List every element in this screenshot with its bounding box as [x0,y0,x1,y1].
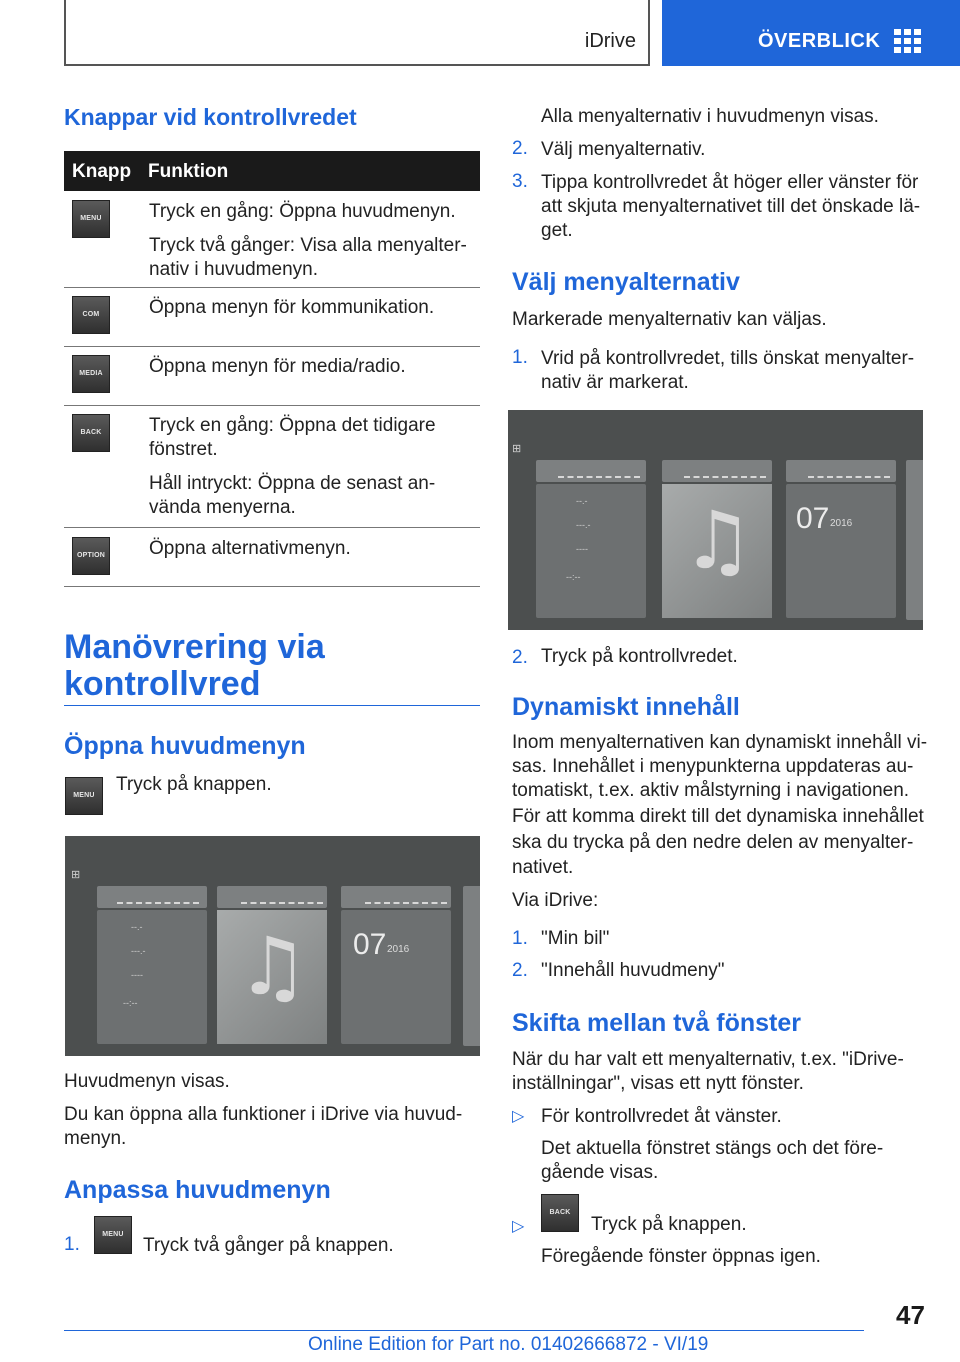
step-text: "Min bil" [541,928,610,949]
media-key-icon: MEDIA [72,355,110,393]
bullet-text: Det aktuella fönstret stängs och det före- [541,1138,884,1159]
step-text: Tryck på kontrollvredet. [541,646,738,667]
step-number: 2. [512,138,528,159]
paragraph: Alla menyalternativ i huvudmenyn visas. [541,106,879,127]
row-divider [64,346,480,347]
dash [365,902,447,904]
switch-heading: Skifta mellan två fönster [512,1009,801,1037]
step-number: 1. [512,347,528,368]
adapt-heading: Anpassa huvudmenyn [64,1176,331,1204]
dash [558,476,640,478]
row-divider [64,527,480,528]
step-text: att skjuta menyalternativet till det önskade lä- [541,196,921,217]
step-number: 3. [512,171,528,192]
paragraph: För att komma direkt till det dynamiska innehållet [512,806,924,827]
bullet-text: Tryck på knappen. [591,1214,747,1235]
col-func-header: Funktion [148,161,229,182]
menu-key-icon: MENU [72,200,110,238]
menu-key-icon: MENU [94,1216,132,1254]
paragraph: inställningar", visas ett nytt fönster. [512,1073,804,1094]
value-label: ---.- [576,520,591,530]
table-cell: Öppna alternativmenyn. [149,538,351,559]
back-key-icon: BACK [72,414,110,452]
option-key-icon: OPTION [72,537,110,575]
bullet-text: Föregående fönster öppnas igen. [541,1246,821,1267]
table-cell: Tryck en gång: Öppna det tidigare [149,415,436,436]
tile-mycar [536,484,646,618]
tile-next [463,886,480,1046]
step-text: Tryck två gånger på knappen. [143,1235,394,1256]
paragraph: nativet. [512,857,574,878]
step-number: 2. [512,960,528,981]
grid-icon [894,29,921,53]
media-tile [217,910,327,1044]
paragraph: När du har valt ett menyalternativ, t.ex. "iDrive- [512,1049,904,1070]
table-cell: Tryck en gång: Öppna huvudmenyn. [149,201,456,222]
step-number: 1. [64,1234,80,1255]
edition-text: Online Edition for Part no. 01402666872 - VI/19 [308,1334,709,1355]
dynamic-heading: Dynamiskt innehåll [512,693,740,721]
step-number: 1. [512,928,528,949]
calendar-day: 07 [796,502,830,535]
tile-header [97,886,207,908]
calendar-year: 2016 [387,944,410,955]
page-number: 47 [896,1300,925,1330]
table-cell: fönstret. [149,439,218,460]
table-header [64,151,480,191]
step-text: "Innehåll huvudmeny" [541,960,725,981]
bullet-icon: ▷ [512,1218,525,1235]
menu-icon: ⊞ [71,869,81,881]
paragraph: tomatiskt, t.ex. aktiv målstyrning i navigationen. [512,780,910,801]
step-text: get. [541,220,573,241]
open-text: Tryck på knappen. [116,774,272,795]
tile-header [662,460,772,482]
media-tile [662,484,772,618]
step-text: Tippa kontrollvredet åt höger eller vänster för [541,172,919,193]
value-label: --.- [131,922,143,932]
music-note-icon: ♫ [237,920,309,1013]
value-label: ---- [131,970,143,980]
row-divider [64,586,480,587]
step-number: 2. [512,647,528,668]
value-label: --:-- [123,998,138,1008]
row-divider [64,405,480,406]
paragraph: Du kan öppna alla funktioner i iDrive via huvud- [64,1104,463,1125]
paragraph: Huvudmenyn visas. [64,1071,230,1092]
back-key-icon: BACK [541,1194,579,1232]
row-divider [64,287,480,288]
header-bar [64,0,650,66]
value-label: --.- [576,496,588,506]
idrive-screen-image [508,410,923,630]
overview-label: ÖVERBLICK [758,30,881,52]
paragraph: Via iDrive: [512,890,599,911]
value-label: ---- [576,544,588,554]
menu-key-icon: MENU [65,777,103,815]
tile-next [906,460,923,620]
step-text: Välj menyalternativ. [541,139,706,160]
table-cell: Tryck två gånger: Visa alla menyalter- [149,235,467,256]
dash [117,902,199,904]
select-heading: Välj menyalternativ [512,268,740,296]
paragraph: Inom menyalternativen kan dynamiskt innehåll vi- [512,732,928,753]
tile-header [217,886,327,908]
idrive-screen-image [65,836,480,1056]
dash [241,902,323,904]
section-title: iDrive [584,30,636,52]
bullet-text: gående visas. [541,1162,659,1183]
music-note-icon: ♫ [682,494,754,587]
table-cell: nativ i huvudmenyn. [149,259,318,280]
paragraph: menyn. [64,1128,127,1149]
dash [684,476,766,478]
bullet-icon: ▷ [512,1108,525,1125]
col-key-header: Knapp [72,161,132,182]
open-main-menu-heading: Öppna huvudmenyn [64,732,306,760]
chapter-title-line2: kontrollvred [64,665,261,703]
paragraph: sas. Innehållet i menypunkterna uppdateras au- [512,756,914,777]
paragraph: ska du trycka på den nedre delen av menyalter- [512,832,914,853]
tile-mycar [97,910,207,1044]
value-label: --:-- [566,572,581,582]
tile-header [536,460,646,482]
tile-header [786,460,896,482]
table-cell: Öppna menyn för kommunikation. [149,297,435,318]
calendar-year: 2016 [830,518,853,529]
table-cell: Håll intryckt: Öppna de senast an- [149,473,436,494]
table-heading: Knappar vid kontrollvredet [64,104,357,130]
table-cell: Öppna menyn för media/radio. [149,356,406,377]
paragraph: Markerade menyalternativ kan väljas. [512,309,827,330]
chapter-rule [64,705,480,706]
overview-tab[interactable] [662,0,960,66]
step-text: nativ är markerat. [541,372,689,393]
com-key-icon: COM [72,296,110,334]
dash [808,476,890,478]
chapter-title-line1: Manövrering via [64,628,325,666]
calendar-day: 07 [353,928,387,961]
tile-header [341,886,451,908]
table-cell: vända menyerna. [149,497,296,518]
step-text: Vrid på kontrollvredet, tills önskat menyalter- [541,348,915,369]
value-label: ---.- [131,946,146,956]
footer-rule [64,1330,864,1331]
menu-icon: ⊞ [512,443,522,455]
bullet-text: För kontrollvredet åt vänster. [541,1106,782,1127]
